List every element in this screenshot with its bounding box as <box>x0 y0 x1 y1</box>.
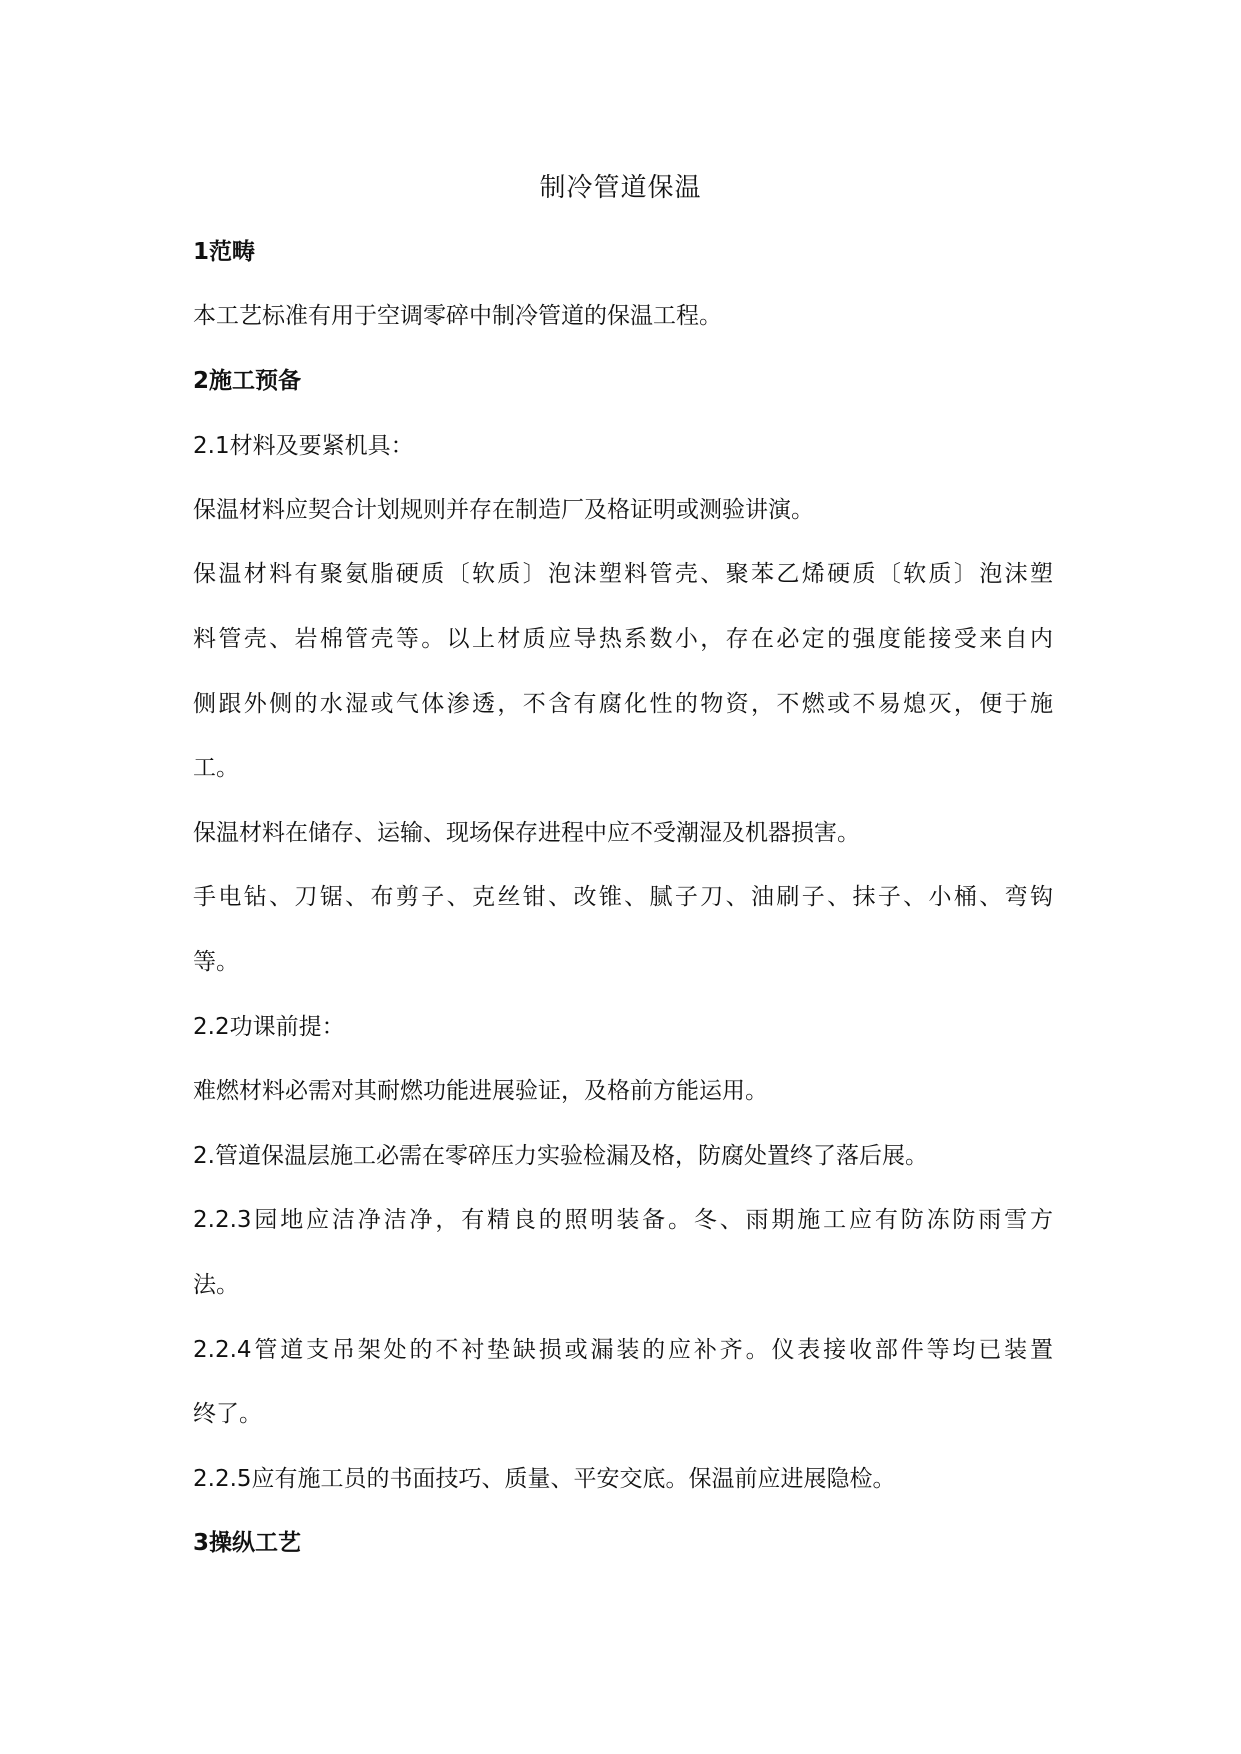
paragraph-line: 2.2.3园地应洁净洁净，有精良的照明装备。冬、雨期施工应有防冻防雨雪方 <box>193 1207 1053 1233</box>
subsection-heading: 2.2功课前提： <box>193 1014 345 1040</box>
paragraph-line: 法。 <box>193 1272 239 1298</box>
paragraph-line: 终了。 <box>193 1401 262 1427</box>
paragraph-line: 侧跟外侧的水湿或气体渗透，不含有腐化性的物资，不燃或不易熄灭，便于施 <box>193 691 1053 717</box>
paragraph-line: 2.管道保温层施工必需在零碎压力实验检漏及格，防腐处置终了落后展。 <box>193 1143 928 1169</box>
paragraph-line: 难燃材料必需对其耐燃功能进展验证，及格前方能运用。 <box>193 1078 768 1104</box>
subsection-heading: 2.1材料及要紧机具： <box>193 433 414 459</box>
paragraph-line: 保温材料有聚氨脂硬质〔软质〕泡沫塑料管壳、聚苯乙烯硬质〔软质〕泡沫塑 <box>193 561 1053 587</box>
paragraph-line: 保温材料应契合计划规则并存在制造厂及格证明或测验讲演。 <box>193 497 814 523</box>
section-heading-preparation: 2施工预备 <box>193 368 302 394</box>
paragraph-line: 2.2.5应有施工员的书面技巧、质量、平安交底。保温前应进展隐检。 <box>193 1466 896 1492</box>
paragraph-line: 等。 <box>193 949 239 975</box>
paragraph-line: 本工艺标准有用于空调零碎中制冷管道的保温工程。 <box>193 303 722 329</box>
paragraph-line: 料管壳、岩棉管壳等。以上材质应导热系数小，存在必定的强度能接受来自内 <box>193 626 1053 652</box>
paragraph-line: 2.2.4管道支吊架处的不衬垫缺损或漏装的应补齐。仪表接收部件等均已装置 <box>193 1337 1053 1363</box>
paragraph-line: 手电钻、刀锯、布剪子、克丝钳、改锥、腻子刀、油刷子、抹子、小桶、弯钩 <box>193 884 1053 910</box>
paragraph-line: 保温材料在储存、运输、现场保存进程中应不受潮湿及机器损害。 <box>193 820 860 846</box>
section-heading-operation: 3操纵工艺 <box>193 1530 302 1556</box>
paragraph-line: 工。 <box>193 755 239 781</box>
document-title: 制冷管道保温 <box>539 173 702 203</box>
section-heading-scope: 1范畴 <box>193 239 256 265</box>
